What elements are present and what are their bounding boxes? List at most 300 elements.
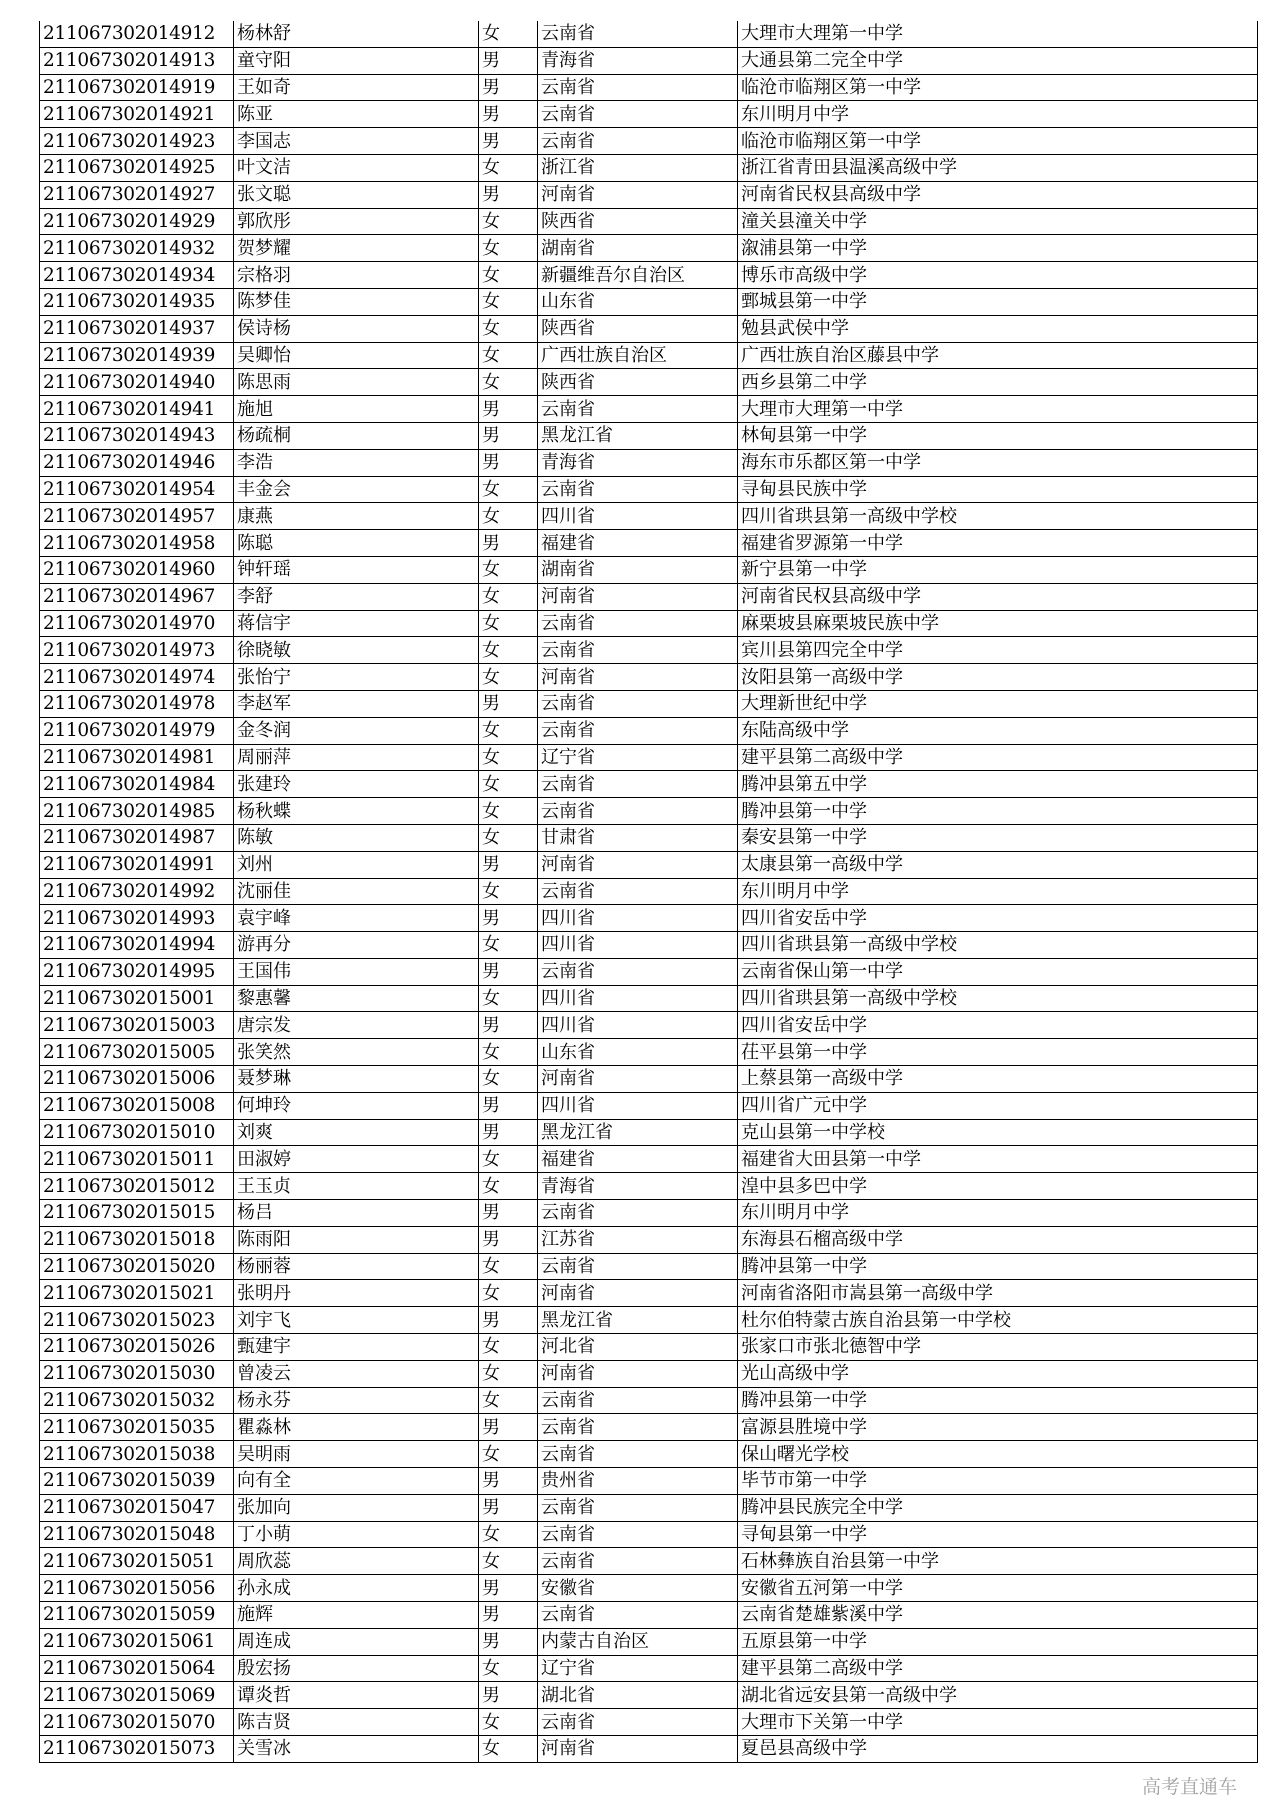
exam-id-cell: 211067302015056 (40, 1575, 234, 1602)
school-cell: 东川明月中学 (738, 101, 1258, 128)
exam-id-cell: 211067302015032 (40, 1387, 234, 1414)
table-row (40, 583, 1258, 610)
gender-cell: 女 (479, 556, 538, 583)
table-row (40, 1628, 1258, 1655)
gender-cell: 男 (479, 396, 538, 423)
exam-id-cell: 211067302014979 (40, 717, 234, 744)
table-row (40, 315, 1258, 342)
table-row (40, 1146, 1258, 1173)
exam-id-cell: 211067302014957 (40, 503, 234, 530)
gender-cell: 女 (479, 1521, 538, 1548)
exam-id-cell: 211067302014974 (40, 664, 234, 691)
school-cell: 建平县第二高级中学 (738, 744, 1258, 771)
school-cell: 腾冲县第一中学 (738, 1253, 1258, 1280)
name-cell: 殷宏扬 (234, 1655, 479, 1682)
exam-id-cell: 211067302015010 (40, 1119, 234, 1146)
name-cell: 刘爽 (234, 1119, 479, 1146)
province-cell: 云南省 (538, 1709, 738, 1736)
exam-id-cell: 211067302014960 (40, 556, 234, 583)
exam-id-cell: 211067302015069 (40, 1682, 234, 1709)
table-row (40, 1226, 1258, 1253)
table-row (40, 637, 1258, 664)
table-body (40, 21, 1258, 1762)
name-cell: 吴卿怡 (234, 342, 479, 369)
name-cell: 周欣蕊 (234, 1548, 479, 1575)
exam-id-cell: 211067302014943 (40, 422, 234, 449)
gender-cell: 女 (479, 1387, 538, 1414)
exam-id-cell: 211067302015035 (40, 1414, 234, 1441)
gender-cell: 男 (479, 530, 538, 557)
gender-cell: 女 (479, 771, 538, 798)
school-cell: 腾冲县民族完全中学 (738, 1494, 1258, 1521)
exam-id-cell: 211067302014941 (40, 396, 234, 423)
school-cell: 勉县武侯中学 (738, 315, 1258, 342)
province-cell: 云南省 (538, 717, 738, 744)
exam-id-cell: 211067302014927 (40, 181, 234, 208)
gender-cell: 女 (479, 824, 538, 851)
province-cell: 河南省 (538, 1360, 738, 1387)
name-cell: 陈敏 (234, 824, 479, 851)
table-row (40, 1092, 1258, 1119)
school-cell: 张家口市张北德智中学 (738, 1334, 1258, 1361)
exam-id-cell: 211067302015070 (40, 1709, 234, 1736)
table-row (40, 1387, 1258, 1414)
school-cell: 石林彝族自治县第一中学 (738, 1548, 1258, 1575)
gender-cell: 女 (479, 1253, 538, 1280)
name-cell: 宗格羽 (234, 262, 479, 289)
name-cell: 叶文洁 (234, 154, 479, 181)
name-cell: 陈雨阳 (234, 1226, 479, 1253)
exam-id-cell: 211067302015011 (40, 1146, 234, 1173)
school-cell: 上蔡县第一高级中学 (738, 1066, 1258, 1093)
table-row (40, 235, 1258, 262)
exam-id-cell: 211067302015015 (40, 1200, 234, 1227)
name-cell: 瞿淼林 (234, 1414, 479, 1441)
school-cell: 寻甸县第一中学 (738, 1521, 1258, 1548)
gender-cell: 女 (479, 262, 538, 289)
name-cell: 杨丽蓉 (234, 1253, 479, 1280)
table-row (40, 449, 1258, 476)
school-cell: 建平县第二高级中学 (738, 1655, 1258, 1682)
table-row (40, 664, 1258, 691)
table-row (40, 47, 1258, 74)
province-cell: 山东省 (538, 1039, 738, 1066)
school-cell: 大理市下关第一中学 (738, 1709, 1258, 1736)
gender-cell: 女 (479, 1039, 538, 1066)
name-cell: 周丽萍 (234, 744, 479, 771)
table-row (40, 1200, 1258, 1227)
table-row (40, 610, 1258, 637)
table-row (40, 342, 1258, 369)
province-cell: 云南省 (538, 878, 738, 905)
exam-id-cell: 211067302014919 (40, 74, 234, 101)
name-cell: 王玉贞 (234, 1173, 479, 1200)
name-cell: 陈亚 (234, 101, 479, 128)
province-cell: 四川省 (538, 905, 738, 932)
exam-id-cell: 211067302015008 (40, 1092, 234, 1119)
gender-cell: 女 (479, 985, 538, 1012)
watermark-text: 高考直通车 (1142, 1776, 1238, 1798)
province-cell: 云南省 (538, 1253, 738, 1280)
province-cell: 山东省 (538, 288, 738, 315)
province-cell: 河南省 (538, 583, 738, 610)
gender-cell: 女 (479, 1280, 538, 1307)
school-cell: 五原县第一中学 (738, 1628, 1258, 1655)
school-cell: 东陆高级中学 (738, 717, 1258, 744)
gender-cell: 女 (479, 1441, 538, 1468)
exam-id-cell: 211067302014913 (40, 47, 234, 74)
name-cell: 李舒 (234, 583, 479, 610)
gender-cell: 女 (479, 1066, 538, 1093)
exam-id-cell: 211067302015020 (40, 1253, 234, 1280)
school-cell: 鄄城县第一中学 (738, 288, 1258, 315)
table-row (40, 1575, 1258, 1602)
school-cell: 东川明月中学 (738, 1200, 1258, 1227)
exam-id-cell: 211067302015047 (40, 1494, 234, 1521)
name-cell: 钟轩瑶 (234, 556, 479, 583)
exam-id-cell: 211067302014940 (40, 369, 234, 396)
gender-cell: 女 (479, 235, 538, 262)
province-cell: 云南省 (538, 771, 738, 798)
school-cell: 河南省洛阳市嵩县第一高级中学 (738, 1280, 1258, 1307)
table-row (40, 1441, 1258, 1468)
gender-cell: 男 (479, 1628, 538, 1655)
name-cell: 郭欣彤 (234, 208, 479, 235)
exam-id-cell: 211067302014929 (40, 208, 234, 235)
table-row (40, 1066, 1258, 1093)
table-row (40, 1173, 1258, 1200)
name-cell: 唐宗发 (234, 1012, 479, 1039)
name-cell: 张文聪 (234, 181, 479, 208)
school-cell: 临沧市临翔区第一中学 (738, 74, 1258, 101)
name-cell: 施辉 (234, 1602, 479, 1629)
province-cell: 青海省 (538, 1173, 738, 1200)
table-row (40, 128, 1258, 155)
gender-cell: 男 (479, 1494, 538, 1521)
province-cell: 黑龙江省 (538, 1119, 738, 1146)
name-cell: 甄建宇 (234, 1334, 479, 1361)
school-cell: 临沧市临翔区第一中学 (738, 128, 1258, 155)
name-cell: 陈聪 (234, 530, 479, 557)
name-cell: 张建玲 (234, 771, 479, 798)
name-cell: 刘宇飞 (234, 1307, 479, 1334)
exam-id-cell: 211067302015064 (40, 1655, 234, 1682)
exam-id-cell: 211067302014939 (40, 342, 234, 369)
school-cell: 克山县第一中学校 (738, 1119, 1258, 1146)
gender-cell: 女 (479, 369, 538, 396)
school-cell: 四川省珙县第一高级中学校 (738, 932, 1258, 959)
exam-id-cell: 211067302014994 (40, 932, 234, 959)
exam-id-cell: 211067302014932 (40, 235, 234, 262)
name-cell: 刘州 (234, 851, 479, 878)
name-cell: 童守阳 (234, 47, 479, 74)
school-cell: 腾冲县第一中学 (738, 798, 1258, 825)
province-cell: 云南省 (538, 958, 738, 985)
exam-id-cell: 211067302014991 (40, 851, 234, 878)
table-row (40, 690, 1258, 717)
name-cell: 施旭 (234, 396, 479, 423)
gender-cell: 男 (479, 422, 538, 449)
province-cell: 陕西省 (538, 369, 738, 396)
gender-cell: 男 (479, 1307, 538, 1334)
gender-cell: 男 (479, 1092, 538, 1119)
school-cell: 四川省珙县第一高级中学校 (738, 503, 1258, 530)
table-row (40, 1709, 1258, 1736)
province-cell: 云南省 (538, 690, 738, 717)
school-cell: 云南省楚雄紫溪中学 (738, 1602, 1258, 1629)
school-cell: 博乐市高级中学 (738, 262, 1258, 289)
name-cell: 丰金会 (234, 476, 479, 503)
table-row (40, 958, 1258, 985)
school-cell: 溆浦县第一中学 (738, 235, 1258, 262)
school-cell: 腾冲县第五中学 (738, 771, 1258, 798)
province-cell: 云南省 (538, 128, 738, 155)
school-cell: 海东市乐都区第一中学 (738, 449, 1258, 476)
name-cell: 杨永芬 (234, 1387, 479, 1414)
province-cell: 河南省 (538, 664, 738, 691)
table-row (40, 101, 1258, 128)
table-row (40, 1736, 1258, 1763)
table-row (40, 262, 1258, 289)
table-row (40, 1307, 1258, 1334)
gender-cell: 男 (479, 47, 538, 74)
exam-id-cell: 211067302015048 (40, 1521, 234, 1548)
gender-cell: 女 (479, 315, 538, 342)
name-cell: 陈梦佳 (234, 288, 479, 315)
exam-id-cell: 211067302015051 (40, 1548, 234, 1575)
province-cell: 陕西省 (538, 315, 738, 342)
exam-id-cell: 211067302014978 (40, 690, 234, 717)
province-cell: 河南省 (538, 851, 738, 878)
table-row (40, 1280, 1258, 1307)
gender-cell: 男 (479, 1468, 538, 1495)
school-cell: 云南省保山第一中学 (738, 958, 1258, 985)
table-row (40, 878, 1258, 905)
gender-cell: 男 (479, 1200, 538, 1227)
province-cell: 湖南省 (538, 235, 738, 262)
name-cell: 陈思雨 (234, 369, 479, 396)
province-cell: 青海省 (538, 449, 738, 476)
school-cell: 四川省安岳中学 (738, 905, 1258, 932)
province-cell: 四川省 (538, 503, 738, 530)
name-cell: 丁小萌 (234, 1521, 479, 1548)
gender-cell: 男 (479, 1119, 538, 1146)
gender-cell: 男 (479, 449, 538, 476)
province-cell: 广西壮族自治区 (538, 342, 738, 369)
gender-cell: 女 (479, 154, 538, 181)
name-cell: 徐晓敏 (234, 637, 479, 664)
gender-cell: 女 (479, 288, 538, 315)
school-cell: 新宁县第一中学 (738, 556, 1258, 583)
school-cell: 湖北省远安县第一高级中学 (738, 1682, 1258, 1709)
province-cell: 云南省 (538, 1602, 738, 1629)
name-cell: 杨秋蝶 (234, 798, 479, 825)
name-cell: 贺梦耀 (234, 235, 479, 262)
table-row (40, 798, 1258, 825)
gender-cell: 男 (479, 74, 538, 101)
gender-cell: 男 (479, 181, 538, 208)
school-cell: 河南省民权县高级中学 (738, 181, 1258, 208)
province-cell: 云南省 (538, 1200, 738, 1227)
gender-cell: 男 (479, 128, 538, 155)
school-cell: 西乡县第二中学 (738, 369, 1258, 396)
exam-id-cell: 211067302015012 (40, 1173, 234, 1200)
table-row (40, 154, 1258, 181)
table-row (40, 1494, 1258, 1521)
gender-cell: 女 (479, 21, 538, 47)
table-row (40, 181, 1258, 208)
table-row (40, 1360, 1258, 1387)
province-cell: 四川省 (538, 985, 738, 1012)
name-cell: 康燕 (234, 503, 479, 530)
exam-id-cell: 211067302015005 (40, 1039, 234, 1066)
name-cell: 李赵军 (234, 690, 479, 717)
gender-cell: 女 (479, 208, 538, 235)
gender-cell: 女 (479, 1709, 538, 1736)
school-cell: 湟中县多巴中学 (738, 1173, 1258, 1200)
table-row (40, 1682, 1258, 1709)
table-row (40, 369, 1258, 396)
gender-cell: 男 (479, 1414, 538, 1441)
name-cell: 吴明雨 (234, 1441, 479, 1468)
province-cell: 云南省 (538, 1441, 738, 1468)
province-cell: 河南省 (538, 181, 738, 208)
gender-cell: 男 (479, 1012, 538, 1039)
table-row (40, 1602, 1258, 1629)
province-cell: 云南省 (538, 1414, 738, 1441)
table-row (40, 208, 1258, 235)
table-row (40, 851, 1258, 878)
province-cell: 福建省 (538, 1146, 738, 1173)
province-cell: 河南省 (538, 1066, 738, 1093)
name-cell: 张怡宁 (234, 664, 479, 691)
table-row (40, 396, 1258, 423)
province-cell: 内蒙古自治区 (538, 1628, 738, 1655)
gender-cell: 男 (479, 1602, 538, 1629)
province-cell: 安徽省 (538, 1575, 738, 1602)
table-row (40, 476, 1258, 503)
exam-id-cell: 211067302014921 (40, 101, 234, 128)
school-cell: 大理市大理第一中学 (738, 21, 1258, 47)
province-cell: 贵州省 (538, 1468, 738, 1495)
exam-id-cell: 211067302015001 (40, 985, 234, 1012)
gender-cell: 女 (479, 744, 538, 771)
school-cell: 茌平县第一中学 (738, 1039, 1258, 1066)
table-row (40, 1655, 1258, 1682)
exam-id-cell: 211067302014992 (40, 878, 234, 905)
province-cell: 云南省 (538, 101, 738, 128)
exam-id-cell: 211067302014954 (40, 476, 234, 503)
table-row (40, 1468, 1258, 1495)
province-cell: 河南省 (538, 1280, 738, 1307)
exam-id-cell: 211067302014984 (40, 771, 234, 798)
exam-id-cell: 211067302015039 (40, 1468, 234, 1495)
province-cell: 云南省 (538, 21, 738, 47)
table-row (40, 824, 1258, 851)
table-row (40, 1253, 1258, 1280)
gender-cell: 男 (479, 1682, 538, 1709)
school-cell: 四川省珙县第一高级中学校 (738, 985, 1258, 1012)
exam-id-cell: 211067302014923 (40, 128, 234, 155)
gender-cell: 女 (479, 932, 538, 959)
province-cell: 云南省 (538, 74, 738, 101)
name-cell: 侯诗杨 (234, 315, 479, 342)
school-cell: 福建省罗源第一中学 (738, 530, 1258, 557)
school-cell: 杜尔伯特蒙古族自治县第一中学校 (738, 1307, 1258, 1334)
exam-id-cell: 211067302015018 (40, 1226, 234, 1253)
table-row (40, 1414, 1258, 1441)
province-cell: 四川省 (538, 1092, 738, 1119)
exam-id-cell: 211067302014993 (40, 905, 234, 932)
name-cell: 谭炎哲 (234, 1682, 479, 1709)
table-row (40, 74, 1258, 101)
exam-id-cell: 211067302014967 (40, 583, 234, 610)
gender-cell: 女 (479, 717, 538, 744)
school-cell: 寻甸县民族中学 (738, 476, 1258, 503)
table-row (40, 1521, 1258, 1548)
exam-id-cell: 211067302014937 (40, 315, 234, 342)
table-row (40, 1119, 1258, 1146)
gender-cell: 女 (479, 1334, 538, 1361)
gender-cell: 女 (479, 476, 538, 503)
province-cell: 河北省 (538, 1334, 738, 1361)
exam-id-cell: 211067302015026 (40, 1334, 234, 1361)
gender-cell: 女 (479, 1548, 538, 1575)
school-cell: 富源县胜境中学 (738, 1414, 1258, 1441)
table-row (40, 530, 1258, 557)
name-cell: 周连成 (234, 1628, 479, 1655)
school-cell: 四川省安岳中学 (738, 1012, 1258, 1039)
gender-cell: 男 (479, 905, 538, 932)
province-cell: 青海省 (538, 47, 738, 74)
table-row (40, 985, 1258, 1012)
name-cell: 陈吉贤 (234, 1709, 479, 1736)
exam-id-cell: 211067302015061 (40, 1628, 234, 1655)
gender-cell: 女 (479, 878, 538, 905)
province-cell: 江苏省 (538, 1226, 738, 1253)
name-cell: 王国伟 (234, 958, 479, 985)
school-cell: 潼关县潼关中学 (738, 208, 1258, 235)
name-cell: 沈丽佳 (234, 878, 479, 905)
admission-list-table (39, 21, 1258, 1763)
name-cell: 何坤玲 (234, 1092, 479, 1119)
exam-id-cell: 211067302014934 (40, 262, 234, 289)
province-cell: 四川省 (538, 932, 738, 959)
school-cell: 浙江省青田县温溪高级中学 (738, 154, 1258, 181)
province-cell: 福建省 (538, 530, 738, 557)
gender-cell: 女 (479, 342, 538, 369)
school-cell: 毕节市第一中学 (738, 1468, 1258, 1495)
province-cell: 云南省 (538, 1494, 738, 1521)
table-row (40, 771, 1258, 798)
name-cell: 聂梦琳 (234, 1066, 479, 1093)
school-cell: 麻栗坡县麻栗坡民族中学 (738, 610, 1258, 637)
province-cell: 陕西省 (538, 208, 738, 235)
school-cell: 大理新世纪中学 (738, 690, 1258, 717)
gender-cell: 女 (479, 664, 538, 691)
name-cell: 金冬润 (234, 717, 479, 744)
exam-id-cell: 211067302015003 (40, 1012, 234, 1039)
province-cell: 云南省 (538, 1521, 738, 1548)
school-cell: 大通县第二完全中学 (738, 47, 1258, 74)
name-cell: 黎惠馨 (234, 985, 479, 1012)
school-cell: 河南省民权县高级中学 (738, 583, 1258, 610)
gender-cell: 女 (479, 1173, 538, 1200)
school-cell: 大理市大理第一中学 (738, 396, 1258, 423)
exam-id-cell: 211067302014981 (40, 744, 234, 771)
gender-cell: 男 (479, 1575, 538, 1602)
province-cell: 云南省 (538, 1548, 738, 1575)
